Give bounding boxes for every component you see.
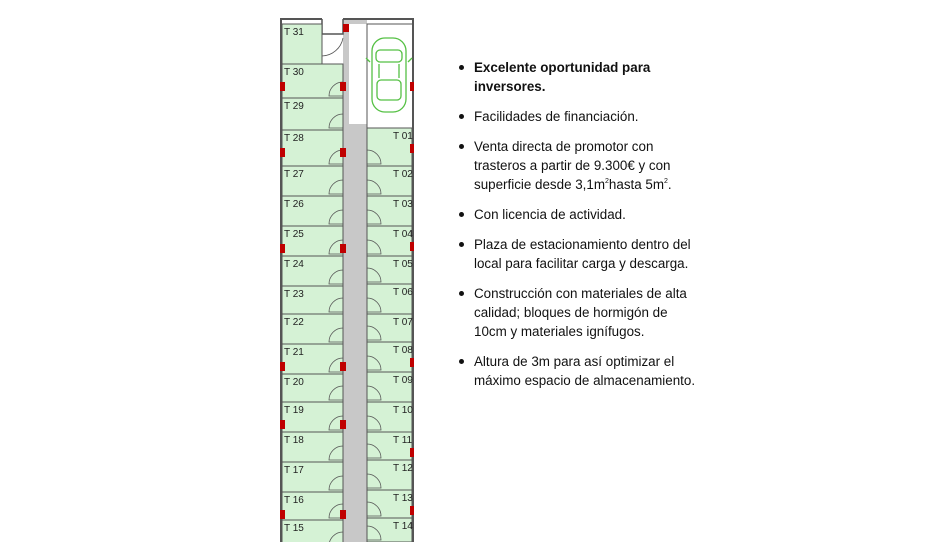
unit-label: T 19 <box>284 405 304 416</box>
unit-label: T 16 <box>284 495 304 506</box>
storage-unit <box>280 130 346 166</box>
door-marker <box>280 420 285 429</box>
door-marker <box>340 148 346 157</box>
door-marker <box>340 510 346 519</box>
storage-unit <box>367 166 413 196</box>
door-marker <box>280 510 285 519</box>
door-marker <box>280 244 285 253</box>
door-marker <box>410 82 414 91</box>
storage-unit <box>282 314 343 344</box>
door-marker <box>410 242 414 251</box>
door-marker <box>340 362 346 371</box>
storage-unit <box>367 314 413 342</box>
feature-item-financing: Facilidades de financiación. <box>474 107 704 126</box>
feature-list <box>474 58 704 401</box>
unit-label: T 18 <box>284 435 304 446</box>
unit-label: T 22 <box>284 317 304 328</box>
unit-label: T 02 <box>393 169 413 180</box>
storage-unit <box>282 166 343 196</box>
unit-label: T 29 <box>284 101 304 112</box>
feature-item-height: Altura de 3m para así optimizar el máximo espacio de almacenamiento. <box>474 352 704 390</box>
unit-label: T 26 <box>284 199 304 210</box>
unit-label: T 25 <box>284 229 304 240</box>
feature-item-direct-sale <box>474 137 704 195</box>
storage-unit <box>367 342 414 372</box>
feature-text: hasta 5m <box>608 177 665 193</box>
door-marker <box>410 448 414 457</box>
storage-unit <box>282 462 343 492</box>
door-marker <box>280 148 285 157</box>
storage-unit <box>280 492 346 520</box>
unit-label: T 07 <box>393 317 413 328</box>
unit-label: T 10 <box>393 405 413 416</box>
storage-unit <box>367 372 413 402</box>
unit-label: T 01 <box>393 131 413 142</box>
storage-unit <box>367 128 414 166</box>
storage-unit <box>280 402 346 432</box>
door-marker <box>410 506 414 515</box>
door-marker <box>340 244 346 253</box>
feature-item-investors: Excelente oportunidad para inversores. <box>474 58 704 96</box>
unit-label: T 28 <box>284 133 304 144</box>
unit-label: T 05 <box>393 259 413 270</box>
unit-label: T 09 <box>393 375 413 386</box>
storage-unit <box>282 196 343 226</box>
storage-unit <box>282 286 343 314</box>
unit-label: T 31 <box>284 27 304 38</box>
door-marker <box>280 362 285 371</box>
storage-unit <box>367 196 413 226</box>
feature-item-parking: Plaza de estacionamiento dentro del local para facilitar carga y descarga. <box>474 235 704 273</box>
storage-unit <box>280 64 346 98</box>
unit-label: T 04 <box>393 229 413 240</box>
unit-label: T 06 <box>393 287 413 298</box>
door-marker <box>280 82 285 91</box>
storage-unit <box>367 226 414 256</box>
unit-label: T 14 <box>393 521 413 532</box>
unit-label: T 20 <box>284 377 304 388</box>
storage-unit <box>282 374 343 402</box>
entrance-notch <box>322 19 343 34</box>
door-marker <box>343 24 349 32</box>
superscript: 2 <box>664 178 668 186</box>
feature-text: . <box>667 177 672 193</box>
feature-item-construction: Construcción con materiales de alta calidad; bloques de hormigón de 10cm y materiales ignífugos. <box>474 284 704 342</box>
storage-unit <box>280 226 346 256</box>
door-marker <box>410 358 414 367</box>
feature-text: Venta directa de promotor con trasteros a partir de 9.300€ y con superficie desde 3,1m <box>474 138 671 193</box>
storage-unit <box>367 284 413 314</box>
storage-unit <box>367 432 414 460</box>
storage-unit <box>282 520 343 542</box>
unit-label: T 13 <box>393 493 413 504</box>
unit-label: T 03 <box>393 199 413 210</box>
storage-unit <box>282 24 322 64</box>
unit-label: T 11 <box>393 435 413 446</box>
storage-unit <box>367 490 414 518</box>
door-marker <box>340 420 346 429</box>
feature-item-license: Con licencia de actividad. <box>474 205 704 224</box>
storage-unit <box>367 402 413 432</box>
storage-unit <box>282 256 343 286</box>
storage-unit <box>282 98 343 130</box>
storage-unit <box>367 460 413 490</box>
storage-unit <box>367 256 413 284</box>
unit-label: T 15 <box>284 523 304 534</box>
unit-label: T 17 <box>284 465 304 476</box>
unit-label: T 23 <box>284 289 304 300</box>
left-storage-units <box>280 24 346 542</box>
unit-label: T 30 <box>284 67 304 78</box>
unit-label: T 21 <box>284 347 304 358</box>
entrance-door-swing <box>322 34 343 56</box>
storage-unit <box>282 432 343 462</box>
door-marker <box>340 82 346 91</box>
unit-label: T 24 <box>284 259 304 270</box>
unit-label: T 12 <box>393 463 413 474</box>
door-marker <box>410 144 414 153</box>
unit-label: T 27 <box>284 169 304 180</box>
unit-label: T 08 <box>393 345 413 356</box>
superscript: 2 <box>605 178 609 186</box>
right-storage-units <box>367 82 414 542</box>
storage-unit <box>367 518 413 542</box>
storage-unit <box>280 344 346 374</box>
